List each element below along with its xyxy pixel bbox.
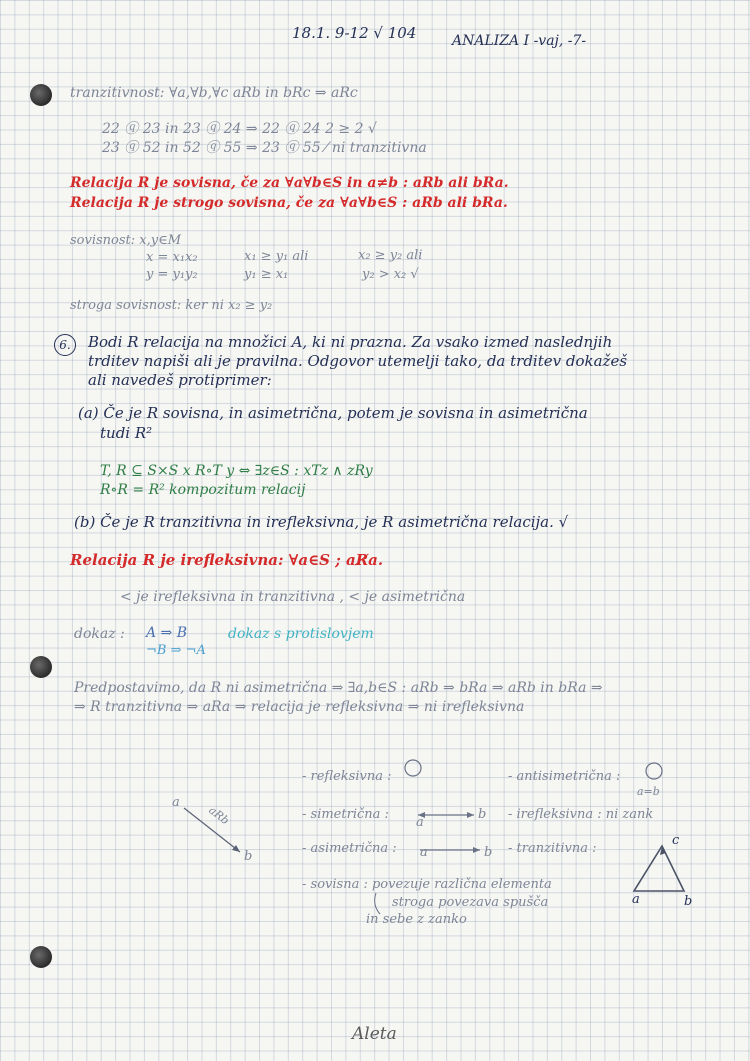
reflexive-loop xyxy=(405,760,421,776)
header-course: ANALIZA I -vaj, -7- xyxy=(452,33,587,49)
legend-antisimetricna: - antisimetrična : xyxy=(508,769,621,784)
sovisnost-y: y = y₁y₂ xyxy=(146,267,198,282)
part-a-line-2: tudi R² xyxy=(100,424,153,442)
legend-a-equals-b: a=b xyxy=(637,785,660,798)
asymmetric-label-a: a xyxy=(420,845,428,860)
sovisnost-x: x = x₁x₂ xyxy=(146,250,198,265)
definition-sovisna: Relacija R je sovisna, če za ∀a∀b∈S in a≠b : aRb ali bRa. xyxy=(70,175,509,191)
legend-sovisna-1: - sovisna : povezuje različna elementa xyxy=(302,877,552,892)
symmetric-label-a: a xyxy=(416,815,424,830)
triangle-label-a: a xyxy=(632,892,640,907)
sovisnost-cond2a: x₂ ≥ y₂ ali xyxy=(358,248,423,263)
example-2: 23 ⓠ 52 in 52 ⓠ 55 ⇒ 23 ⓠ 55 ⁄ ni tranzitivna xyxy=(102,140,427,156)
triangle-label-b: b xyxy=(684,894,693,909)
dokaz-teal-note: dokaz s protislovjem xyxy=(228,626,374,642)
transitive-triangle xyxy=(634,846,684,891)
part-b-line-1: (b) Če je R tranzitivna in irefleksivna, je R asimetrična relacija. √ xyxy=(74,513,569,531)
example-1: 22 ⓠ 23 in 23 ⓠ 24 ⇒ 22 ⓠ 24 2 ≥ 2 √ xyxy=(102,121,377,137)
asymmetric-arrowhead xyxy=(473,847,480,853)
task-6-line-3: ali navedeš protiprimer: xyxy=(88,371,272,389)
symmetric-label-b: b xyxy=(478,807,487,822)
legend-irefleksivna: - irefleksivna : ni zank xyxy=(508,807,654,822)
part-a-solution-1: T, R ⊆ S×S x R∘T y ⇔ ∃z∈S : xTz ∧ zRy xyxy=(100,463,373,479)
diagram-label-arb: aRb xyxy=(206,803,232,828)
proof-line-1: Predpostavimo, da R ni asimetrična ⇒ ∃a,b∈S : aRb ⇒ bRa ⇒ aRb in bRa ⇒ xyxy=(74,680,603,696)
task-6-line-1: Bodi R relacija na množici A, ki ni prazna. Za vsako izmed naslednjih xyxy=(88,333,613,351)
footer-logo: Aleta xyxy=(352,1024,397,1044)
sovisna-bracket xyxy=(375,893,380,914)
sovisnost-label: sovisnost: x,y∈M xyxy=(70,233,182,248)
dokaz-label: dokaz : xyxy=(74,626,125,642)
legend-tranzitivna: - tranzitivna : xyxy=(508,841,597,856)
header-date: 18.1. 9-12 √ 104 xyxy=(292,24,417,42)
dokaz-not-b-implies-not-a: ¬B ⇒ ¬A xyxy=(146,643,206,658)
legend-simetricna: - simetrična : xyxy=(302,807,389,822)
diagram-label-b: b xyxy=(244,849,253,864)
task-6-line-2: trditev napiši ali je pravilna. Odgovor utemelji tako, da trditev dokažeš xyxy=(88,352,628,370)
legend-sovisna-2: stroga povezava spušča xyxy=(392,895,549,910)
stroga-sovisnost: stroga sovisnost: ker ni x₂ ≥ y₂ xyxy=(70,298,273,313)
antisymmetric-loop xyxy=(646,763,662,779)
symmetric-arrowhead-right xyxy=(467,812,474,818)
sovisnost-cond1a: x₁ ≥ y₁ ali xyxy=(244,249,309,264)
asymmetric-label-b: b xyxy=(484,845,493,860)
task-6-number: 6. xyxy=(54,334,76,356)
sovisnost-cond1b: y₁ ≥ x₁ xyxy=(244,267,289,282)
part-a-solution-2: R∘R = R² kompozitum relacij xyxy=(100,482,306,498)
proof-line-2: ⇒ R tranzitivna ⇒ aRa ⇒ relacija je refleksivna ⇒ ni irefleksivna xyxy=(74,699,525,715)
dokaz-a-implies-b: A ⇒ B xyxy=(146,625,188,641)
sovisnost-cond2b: y₂ > x₂ √ xyxy=(362,267,419,282)
legend-refleksivna: - refleksivna : xyxy=(302,769,392,784)
diagram-label-a: a xyxy=(172,795,180,810)
tranzitivnost-line: tranzitivnost: ∀a,∀b,∀c aRb in bRc ⇒ aRc xyxy=(70,85,358,101)
triangle-label-c: c xyxy=(672,833,680,848)
part-a-line-1: (a) Če je R sovisna, in asimetrična, potem je sovisna in asimetrična xyxy=(78,404,588,422)
part-b-irefleksivna: Relacija R je irefleksivna: ∀a∈S ; aR̸a. xyxy=(70,551,384,569)
legend-sovisna-3: in sebe z zanko xyxy=(366,912,467,927)
definition-strogo-sovisna: Relacija R je strogo sovisna, če za ∀a∀b∈S : aRb ali bRa. xyxy=(70,195,508,211)
part-b-example: < je irefleksivna in tranzitivna , < je asimetrična xyxy=(120,589,466,605)
legend-asimetricna: - asimetrična : xyxy=(302,841,397,856)
